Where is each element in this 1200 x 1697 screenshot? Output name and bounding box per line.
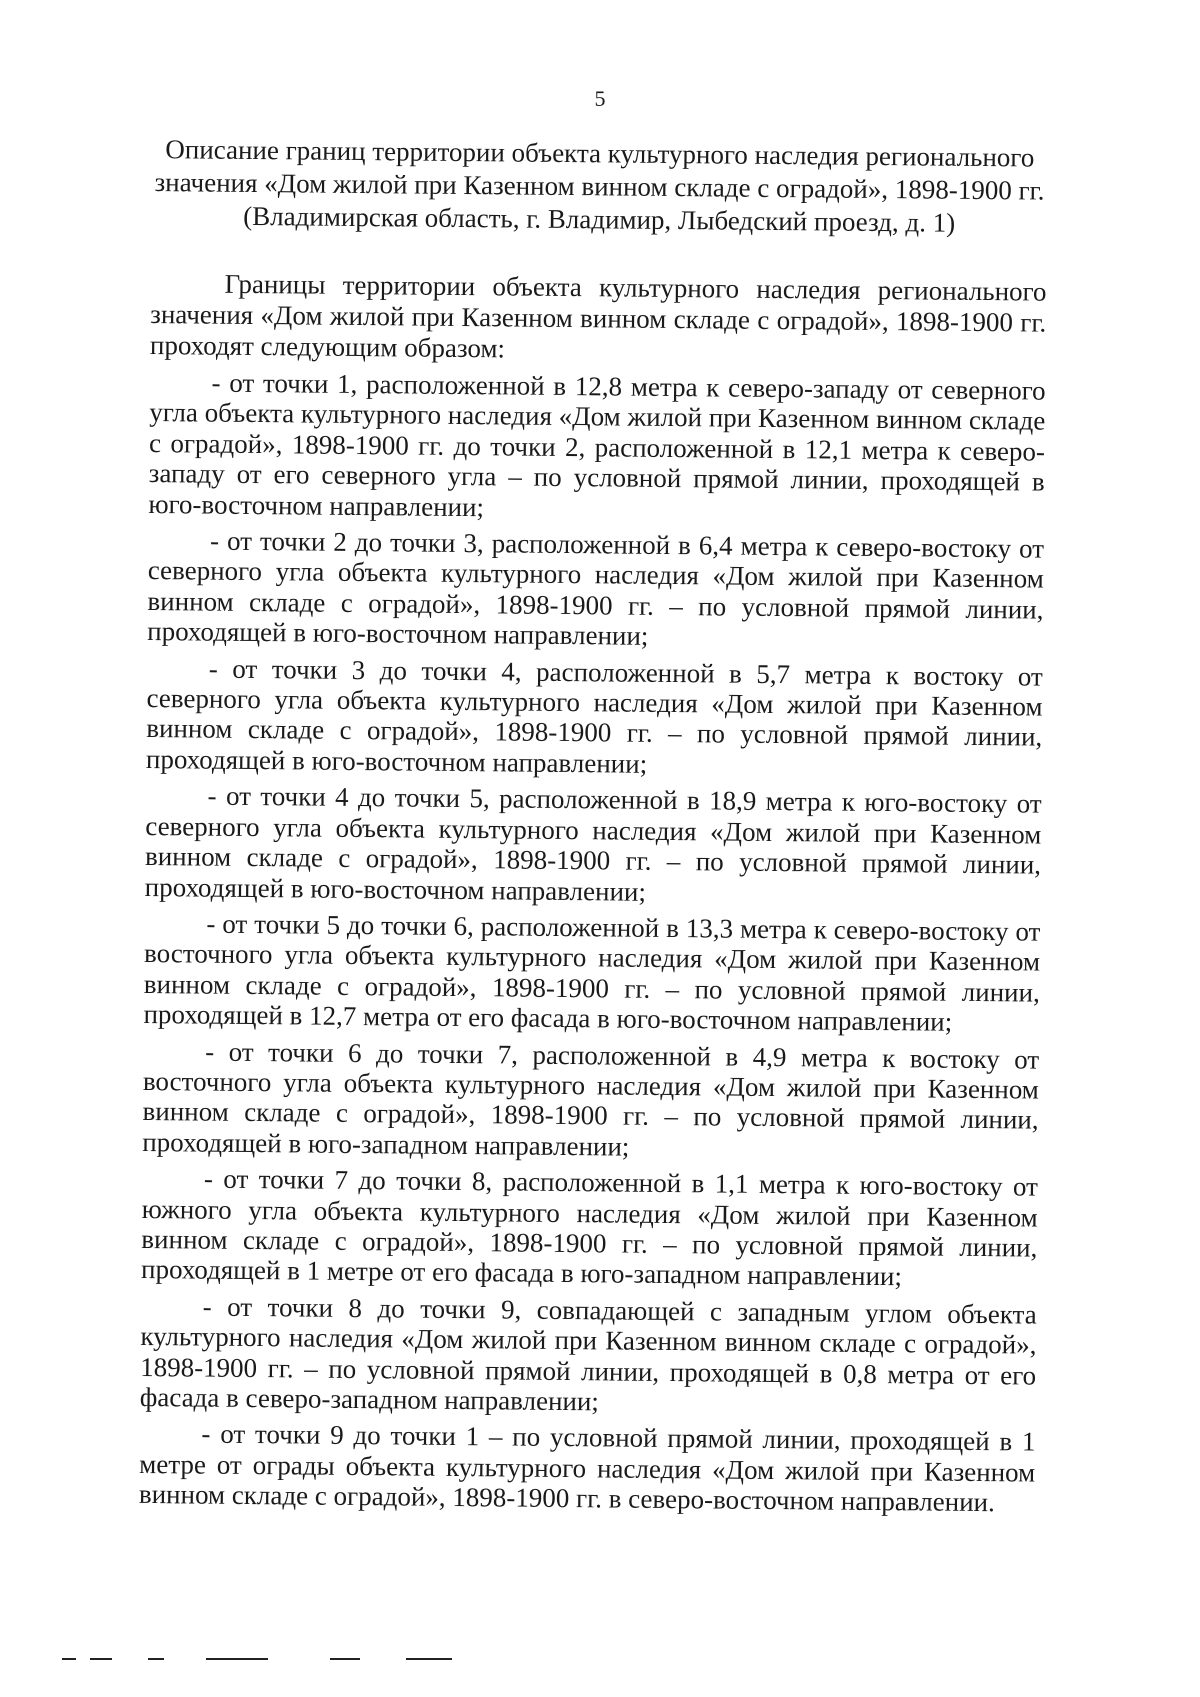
document-body [139, 133, 1048, 1518]
boundary-item: - от точки 9 до точки 1 – по условной прямой линии, проходящей в 1 метре от ограды объекта культурного наследия «Дом жилой при Казенном винном складе с оградой», 1898-1900 гг. в северо-восточном направлении. [138, 1418, 1036, 1518]
title-line: значения «Дом жилой при Казенном винном складе с оградой», 1898-1900 гг. [154, 167, 1045, 206]
page-number: 5 [594, 86, 606, 111]
boundary-item: - от точки 4 до точки 5, расположенной в 18,9 метра к юго-востоку от северного угла объекта культурного наследия «Дом жилой при Казенном винном складе с оградой», 1898-1900 гг. – по условной прямой линии, проходящей в юго-восточном направлении; [144, 780, 1042, 907]
boundary-item: - от точки 8 до точки 9, совпадающей с западным углом объекта культурного наследия «Дом жилой при Казенном винном складе с оградой», 1898-1900 гг. – по условной прямой линии, проходящей в 0,8 метра от его фасада в северо-западном направлении; [139, 1291, 1037, 1417]
title-line: Описание границ территории объекта культурного наследия регионального [165, 134, 1035, 173]
scan-mark [206, 1658, 268, 1660]
scan-mark [90, 1658, 112, 1660]
boundary-item: - от точки 2 до точки 3, расположенной в 6,4 метра к северо-востоку от северного угла объекта культурного наследия «Дом жилой при Казенном винном складе с оградой», 1898-1900 гг. – по условной прямой линии, проходящей в юго-восточном направлении; [147, 525, 1045, 652]
title-line: (Владимирская область, г. Владимир, Лыбедский проезд, д. 1) [243, 200, 956, 238]
scan-edge-marks [0, 1658, 600, 1666]
scan-mark [62, 1658, 76, 1660]
intro-paragraph: Границы территории объекта культурного наследия регионального значения «Дом жилой при Казенном винном складе с оградой», 1898-1900 гг. проходят следующим образом: [149, 268, 1047, 364]
boundary-item: - от точки 5 до точки 6, расположенной в 13,3 метра к северо-востоку от восточного угла объекта культурного наследия «Дом жилой при Казенном винном складе с оградой», 1898-1900 гг. – по условной прямой линии, проходящей в 12,7 метра от его фасада в юго-восточном направлении; [143, 908, 1041, 1037]
boundary-item: - от точки 6 до точки 7, расположенной в 4,9 метра к востоку от восточного угла объекта культурного наследия «Дом жилой при Казенном винном складе с оградой», 1898-1900 гг. – по условной прямой линии, проходящей в юго-западном направлении; [142, 1036, 1040, 1162]
boundary-item: - от точки 3 до точки 4, расположенной в 5,7 метра к востоку от северного угла объекта культурного наследия «Дом жилой при Казенном винном складе с оградой», 1898-1900 гг. – по условной прямой линии, проходящей в юго-восточном направлении; [145, 653, 1043, 779]
boundary-item: - от точки 7 до точки 8, расположенной в 1,1 метра к юго-востоку от южного угла объекта культурного наследия «Дом жилой при Казенном винном складе с оградой», 1898-1900 гг. – по условной прямой линии, проходящей в 1 метре от его фасада в юго-западном направлении; [140, 1163, 1039, 1292]
scan-mark [148, 1658, 164, 1660]
document-title [151, 133, 1048, 241]
scan-mark [330, 1658, 360, 1660]
scan-mark [406, 1658, 452, 1660]
boundary-item: - от точки 1, расположенной в 12,8 метра к северо-западу от северного угла объекта культурного наследия «Дом жилой при Казенном винном складе с оградой», 1898-1900 гг. до точки 2, расположенной в 12,1 метра к северо-западу от его северного угла – по условной прямой линии, проходящей в юго-восточном направлении; [148, 367, 1046, 522]
